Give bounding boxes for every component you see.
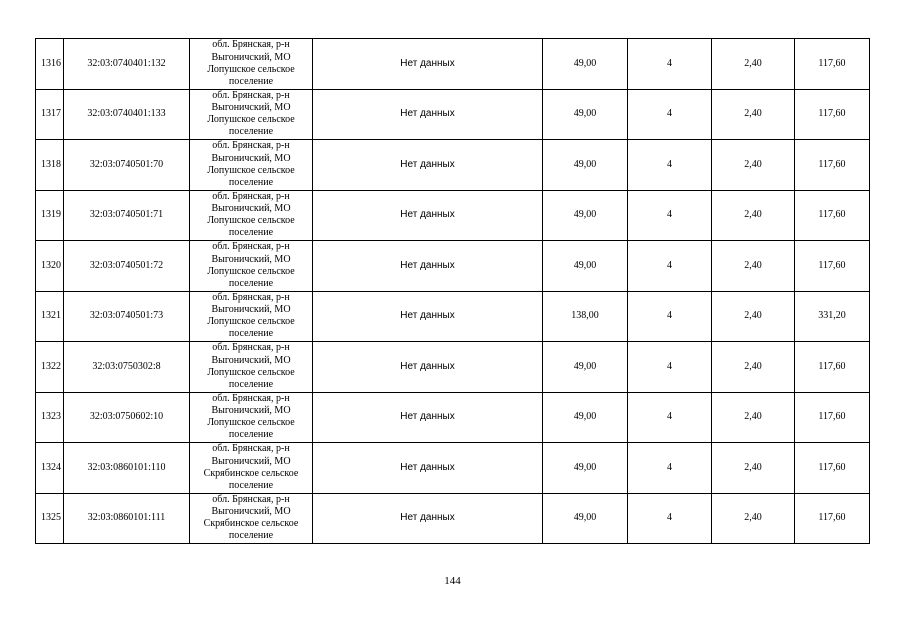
row-number-cell: 1319: [36, 190, 64, 241]
table-row: [36, 342, 870, 393]
total-cell: 117,60: [795, 443, 870, 494]
rate-cell: 2,40: [712, 392, 795, 443]
area-cell: 138,00: [543, 291, 628, 342]
address-line: Выгоничский, МО: [211, 455, 291, 467]
address-line: Выгоничский, МО: [211, 304, 291, 316]
address-line: поселение: [228, 126, 274, 138]
status-cell: Нет данных: [313, 140, 543, 191]
rate-cell: 2,40: [712, 443, 795, 494]
address-cell: [190, 342, 313, 393]
address-line: поселение: [228, 227, 274, 239]
row-number-cell: 1322: [36, 342, 64, 393]
count-cell: 4: [628, 392, 712, 443]
cadastral-number-cell: 32:03:0740501:73: [64, 291, 190, 342]
address-cell: [190, 89, 313, 140]
row-number-cell: 1320: [36, 241, 64, 292]
address-line: обл. Брянская, р-н: [212, 241, 290, 253]
address-line: Лопушское сельское: [207, 417, 295, 429]
total-cell: 117,60: [795, 39, 870, 90]
address-line: Выгоничский, МО: [211, 354, 291, 366]
total-cell: 117,60: [795, 140, 870, 191]
status-cell: Нет данных: [313, 342, 543, 393]
address-cell: [190, 39, 313, 90]
address-cell: [190, 392, 313, 443]
total-cell: 117,60: [795, 241, 870, 292]
rate-cell: 2,40: [712, 190, 795, 241]
address-line: поселение: [228, 75, 274, 87]
address-line: Выгоничский, МО: [211, 506, 291, 518]
table-row: [36, 291, 870, 342]
address-line: обл. Брянская, р-н: [212, 392, 290, 404]
table-row: [36, 241, 870, 292]
status-cell: Нет данных: [313, 392, 543, 443]
count-cell: 4: [628, 493, 712, 544]
count-cell: 4: [628, 190, 712, 241]
address-line: обл. Брянская, р-н: [212, 443, 290, 455]
address-line: поселение: [228, 530, 274, 542]
area-cell: 49,00: [543, 493, 628, 544]
address-line: поселение: [228, 429, 274, 441]
address-line: обл. Брянская, р-н: [212, 89, 290, 101]
cadastral-number-cell: 32:03:0740501:70: [64, 140, 190, 191]
row-number-cell: 1324: [36, 443, 64, 494]
area-cell: 49,00: [543, 140, 628, 191]
rate-cell: 2,40: [712, 291, 795, 342]
address-line: Выгоничский, МО: [211, 405, 291, 417]
status-cell: Нет данных: [313, 190, 543, 241]
address-line: обл. Брянская, р-н: [212, 39, 290, 51]
address-cell: [190, 291, 313, 342]
cadastral-number-cell: 32:03:0740501:71: [64, 190, 190, 241]
area-cell: 49,00: [543, 241, 628, 292]
total-cell: 117,60: [795, 392, 870, 443]
table-row: [36, 140, 870, 191]
rate-cell: 2,40: [712, 342, 795, 393]
count-cell: 4: [628, 342, 712, 393]
land-parcel-table: [35, 38, 870, 544]
rate-cell: 2,40: [712, 39, 795, 90]
status-cell: Нет данных: [313, 443, 543, 494]
address-line: Лопушское сельское: [207, 265, 295, 277]
status-cell: Нет данных: [313, 39, 543, 90]
table-row: [36, 443, 870, 494]
count-cell: 4: [628, 39, 712, 90]
address-line: Выгоничский, МО: [211, 51, 291, 63]
rate-cell: 2,40: [712, 241, 795, 292]
total-cell: 117,60: [795, 493, 870, 544]
status-cell: Нет данных: [313, 241, 543, 292]
area-cell: 49,00: [543, 190, 628, 241]
address-line: Лопушское сельское: [207, 316, 295, 328]
total-cell: 117,60: [795, 190, 870, 241]
address-line: Скрябинское сельское: [203, 518, 299, 530]
address-line: обл. Брянская, р-н: [212, 140, 290, 152]
total-cell: 117,60: [795, 342, 870, 393]
rate-cell: 2,40: [712, 493, 795, 544]
table-row: [36, 39, 870, 90]
cadastral-number-cell: 32:03:0750302:8: [64, 342, 190, 393]
cadastral-number-cell: 32:03:0860101:111: [64, 493, 190, 544]
rate-cell: 2,40: [712, 89, 795, 140]
status-cell: Нет данных: [313, 291, 543, 342]
address-line: Лопушское сельское: [207, 114, 295, 126]
count-cell: 4: [628, 140, 712, 191]
area-cell: 49,00: [543, 443, 628, 494]
address-line: поселение: [228, 479, 274, 491]
address-line: обл. Брянская, р-н: [212, 190, 290, 202]
total-cell: 331,20: [795, 291, 870, 342]
address-line: Лопушское сельское: [207, 63, 295, 75]
cadastral-number-cell: 32:03:0860101:110: [64, 443, 190, 494]
cadastral-number-cell: 32:03:0740501:72: [64, 241, 190, 292]
address-line: Лопушское сельское: [207, 164, 295, 176]
count-cell: 4: [628, 89, 712, 140]
area-cell: 49,00: [543, 392, 628, 443]
address-line: Выгоничский, МО: [211, 203, 291, 215]
cadastral-number-cell: 32:03:0750602:10: [64, 392, 190, 443]
address-line: поселение: [228, 378, 274, 390]
row-number-cell: 1325: [36, 493, 64, 544]
address-line: Скрябинское сельское: [203, 467, 299, 479]
table-row: [36, 392, 870, 443]
address-cell: [190, 443, 313, 494]
row-number-cell: 1323: [36, 392, 64, 443]
address-line: Лопушское сельское: [207, 215, 295, 227]
address-line: поселение: [228, 328, 274, 340]
total-cell: 117,60: [795, 89, 870, 140]
cadastral-number-cell: 32:03:0740401:133: [64, 89, 190, 140]
page-number: 144: [444, 575, 461, 587]
row-number-cell: 1318: [36, 140, 64, 191]
address-line: обл. Брянская, р-н: [212, 342, 290, 354]
address-cell: [190, 493, 313, 544]
row-number-cell: 1321: [36, 291, 64, 342]
address-line: обл. Брянская, р-н: [212, 291, 290, 303]
address-line: Выгоничский, МО: [211, 102, 291, 114]
row-number-cell: 1317: [36, 89, 64, 140]
address-line: поселение: [228, 176, 274, 188]
cadastral-number-cell: 32:03:0740401:132: [64, 39, 190, 90]
area-cell: 49,00: [543, 39, 628, 90]
count-cell: 4: [628, 241, 712, 292]
area-cell: 49,00: [543, 342, 628, 393]
status-cell: Нет данных: [313, 89, 543, 140]
area-cell: 49,00: [543, 89, 628, 140]
table-row: [36, 190, 870, 241]
address-line: Выгоничский, МО: [211, 152, 291, 164]
row-number-cell: 1316: [36, 39, 64, 90]
rate-cell: 2,40: [712, 140, 795, 191]
table-row: [36, 493, 870, 544]
address-line: Лопушское сельское: [207, 366, 295, 378]
count-cell: 4: [628, 443, 712, 494]
table-row: [36, 89, 870, 140]
address-line: Выгоничский, МО: [211, 253, 291, 265]
address-line: обл. Брянская, р-н: [212, 493, 290, 505]
address-cell: [190, 241, 313, 292]
count-cell: 4: [628, 291, 712, 342]
address-cell: [190, 140, 313, 191]
status-cell: Нет данных: [313, 493, 543, 544]
address-cell: [190, 190, 313, 241]
address-line: поселение: [228, 277, 274, 289]
